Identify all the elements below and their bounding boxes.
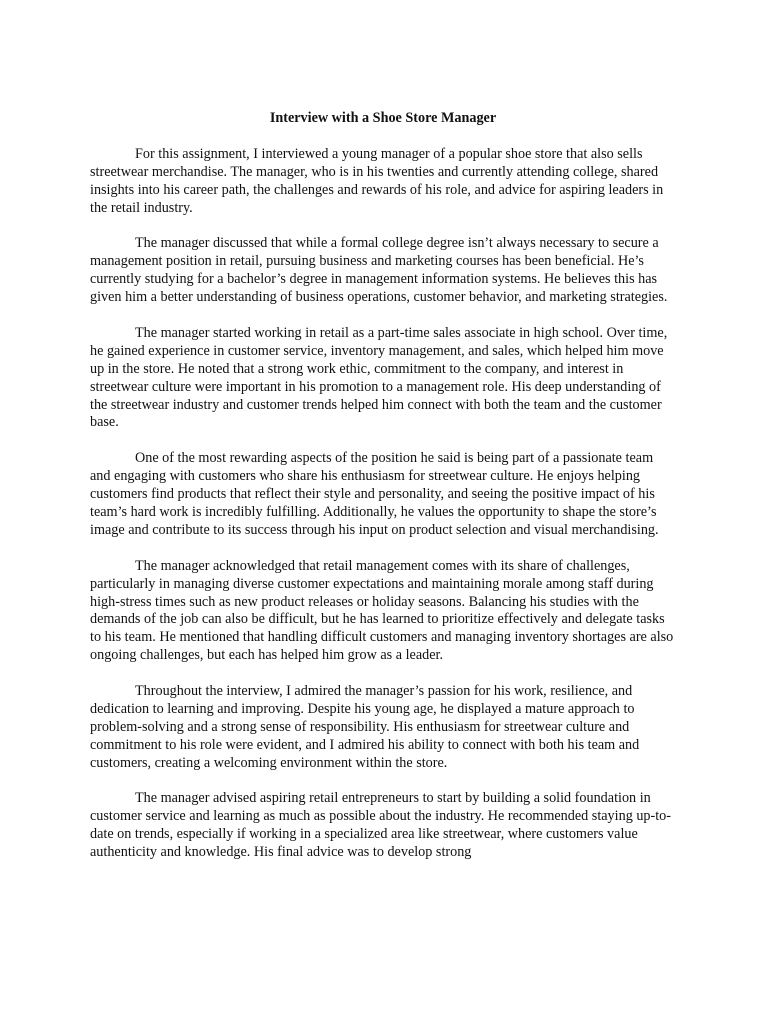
paragraph-2: The manager discussed that while a formal college degree isn’t always necessary to secure a management position in retail, pursuing business and marketing courses has been beneficial. He’s currently studying for a bachelor’s degree in management information systems. He believes this has given him a better understanding of business operations, customer behavior, and marketing strategies. [90, 235, 668, 306]
paragraph-1: For this assignment, I interviewed a young manager of a popular shoe store that also sells streetwear merchandise. The manager, who is in his twenties and currently attending college, shared insights into his career path, the challenges and rewards of his role, and advice for aspiring leaders in the retail industry. [90, 145, 664, 216]
document-body [90, 110, 676, 880]
paragraph-5: The manager acknowledged that retail management comes with its share of challenges, particularly in managing diverse customer expectations and maintaining morale among staff during high-stress times such as new product releases or holiday seasons. Balancing his studies with the demands of the job can also be difficult, but he has learned to prioritize effectively and delegate tasks to his team. He mentioned that handling difficult customers and managing inventory shortages are also ongoing challenges, but each has helped him grow as a leader. [90, 557, 674, 664]
paragraph-4: One of the most rewarding aspects of the position he said is being part of a passionate team and engaging with customers who share his enthusiasm for streetwear culture. He enjoys helping customers find products that reflect their style and personality, and seeing the positive impact of his team’s hard work is incredibly fulfilling. Additionally, he values the opportunity to shape the store’s image and contribute to its success through his input on product selection and visual merchandising. [90, 450, 659, 538]
paragraph-7: The manager advised aspiring retail entrepreneurs to start by building a solid foundation in customer service and learning as much as possible about the industry. He recommended staying up-to-date on trends, especially if working in a specialized area like streetwear, where customers value authenticity and knowledge. His final advice was to develop strong [90, 790, 672, 861]
paragraph-6: Throughout the interview, I admired the manager’s passion for his work, resilience, and dedication to learning and improving. Despite his young age, he displayed a mature approach to problem-solving and a strong sense of responsibility. His enthusiasm for streetwear culture and commitment to his role were evident, and I admired his ability to connect with both his team and customers, creating a welcoming environment within the store. [90, 683, 640, 771]
document-title: Interview with a Shoe Store Manager [269, 110, 497, 126]
paragraph-3: The manager started working in retail as a part-time sales associate in high school. Over time, he gained experience in customer service, inventory management, and sales, which helped him move up in the store. He noted that a strong work ethic, commitment to the company, and interest in streetwear culture were important in his promotion to a management role. His deep understanding of the streetwear industry and customer trends helped him connect with both the team and the customer base. [90, 324, 668, 431]
